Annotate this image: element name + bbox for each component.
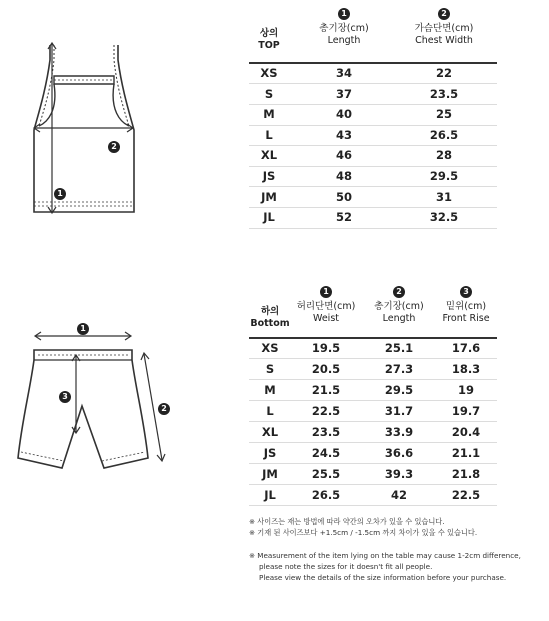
bottom-cell: 19.5 <box>311 341 341 355</box>
top-cell: JL <box>263 210 275 225</box>
top-cell: 22 <box>435 66 452 80</box>
bottom-cell: XS <box>261 341 279 355</box>
top-marker-2: 2 <box>108 134 120 153</box>
bottom-cell: S <box>265 362 275 376</box>
note-ko-2: ※ 기재 된 사이즈보다 +1.5cm / -1.5cm 까지 차이가 있을 수 있습니다. <box>249 528 478 537</box>
bottom-cell: 19 <box>457 383 474 397</box>
bottom-cell: 36.6 <box>384 446 414 460</box>
bottom-cell: 17.6 <box>451 341 481 355</box>
bottom-marker-3: 3 <box>59 384 71 403</box>
top-cell: 29.5 <box>429 169 459 183</box>
top-cell: 50 <box>335 189 352 204</box>
size-notes-english <box>249 550 521 583</box>
bottom-cell: 25.5 <box>311 467 341 481</box>
bottom-row <box>249 443 497 464</box>
bottom-size-table <box>249 284 497 510</box>
note-en-1: ※ Measurement of the item lying on the table may cause 1-2cm difference, <box>249 551 521 560</box>
top-cell: 28 <box>435 148 452 163</box>
bottom-cell: 23.5 <box>311 425 341 439</box>
top-cell: 43 <box>335 127 352 142</box>
top-cell: M <box>263 107 275 122</box>
bottom-row <box>249 401 497 422</box>
top-col-chest-header: 2 가슴단면(cm) Chest Width <box>414 9 474 46</box>
note-en-2: please note the sizes for it doesn't fit all people. <box>259 562 433 571</box>
top-cell: JM <box>261 189 277 204</box>
bottom-row <box>249 338 497 359</box>
top-row <box>249 125 497 146</box>
bottom-cell: 22.5 <box>451 488 481 502</box>
bottom-cell: 18.3 <box>451 362 481 376</box>
bottom-cell: M <box>264 383 276 397</box>
bottom-cell: 27.3 <box>384 362 414 376</box>
bottom-cell: 24.5 <box>311 446 341 460</box>
bottom-cell: 20.5 <box>311 362 341 376</box>
bottom-col-rise-header: 3 밑위(cm) Front Rise <box>442 287 490 324</box>
bottom-cell: 21.5 <box>311 383 341 397</box>
top-cell: 32.5 <box>429 210 459 225</box>
bottom-cell: JM <box>262 467 278 481</box>
note-ko-1: ※ 사이즈는 재는 방법에 따라 약간의 오차가 있을 수 있습니다. <box>249 517 445 526</box>
top-cell: 26.5 <box>429 127 459 142</box>
top-row <box>249 104 497 125</box>
top-table-title: 상의 TOP <box>258 28 280 51</box>
bottom-row <box>249 464 497 485</box>
bottom-cell: 21.1 <box>451 446 481 460</box>
top-cell: L <box>265 127 273 142</box>
note-en-3: Please view the details of the size information before your purchase. <box>259 573 507 582</box>
top-size-table <box>249 6 497 232</box>
bottom-cell: 26.5 <box>311 488 341 502</box>
bottom-cell: JS <box>263 446 277 460</box>
bottom-cell: 21.8 <box>451 467 481 481</box>
bottom-cell: L <box>266 404 274 418</box>
top-cell: XL <box>260 148 278 163</box>
bottom-cell: 42 <box>390 488 407 502</box>
top-col-length-header: 1 총기장(cm) Length <box>319 9 369 46</box>
top-cell: 31 <box>435 189 452 204</box>
bottom-row <box>249 485 497 506</box>
bottom-cell: 20.4 <box>451 425 481 439</box>
top-cell: XS <box>260 66 278 80</box>
bottom-row <box>249 380 497 401</box>
bottom-cell: 33.9 <box>384 425 414 439</box>
bottom-cell: 29.5 <box>384 383 414 397</box>
bottom-row <box>249 359 497 380</box>
top-cell: JS <box>262 169 276 183</box>
bottom-cell: 25.1 <box>384 341 414 355</box>
top-row <box>249 84 497 105</box>
top-cell: 25 <box>435 107 452 122</box>
bottom-row <box>249 422 497 443</box>
top-cell: 46 <box>335 148 352 163</box>
bottom-cell: 39.3 <box>384 467 414 481</box>
top-row <box>249 187 497 208</box>
top-cell: 48 <box>335 169 352 183</box>
top-cell: 40 <box>335 107 352 122</box>
bottom-table-title: 하의 Bottom <box>250 306 290 329</box>
bottom-cell: 31.7 <box>384 404 414 418</box>
bottom-cell: 22.5 <box>311 404 341 418</box>
top-garment-illustration <box>18 30 148 220</box>
top-cell: S <box>264 86 274 101</box>
size-notes-korean <box>249 516 477 538</box>
bottom-cell: XL <box>261 425 279 439</box>
top-row <box>249 63 497 84</box>
top-row <box>249 145 497 166</box>
top-cell: 37 <box>335 86 352 101</box>
bottom-marker-2: 2 <box>158 396 170 415</box>
bottom-col-length-header: 2 총기장(cm) Length <box>374 287 424 324</box>
top-cell: 23.5 <box>429 86 459 101</box>
bottom-marker-1: 1 <box>77 316 89 335</box>
bottom-cell: JL <box>264 488 276 502</box>
top-row <box>249 166 497 187</box>
bottom-garment-illustration <box>10 310 190 480</box>
bottom-cell: 19.7 <box>451 404 481 418</box>
top-marker-1: 1 <box>54 181 66 200</box>
top-cell: 34 <box>335 66 352 80</box>
top-cell: 52 <box>335 210 352 225</box>
bottom-col-waist-header: 1 허리단면(cm) Weist <box>296 287 356 324</box>
top-row <box>249 207 497 228</box>
